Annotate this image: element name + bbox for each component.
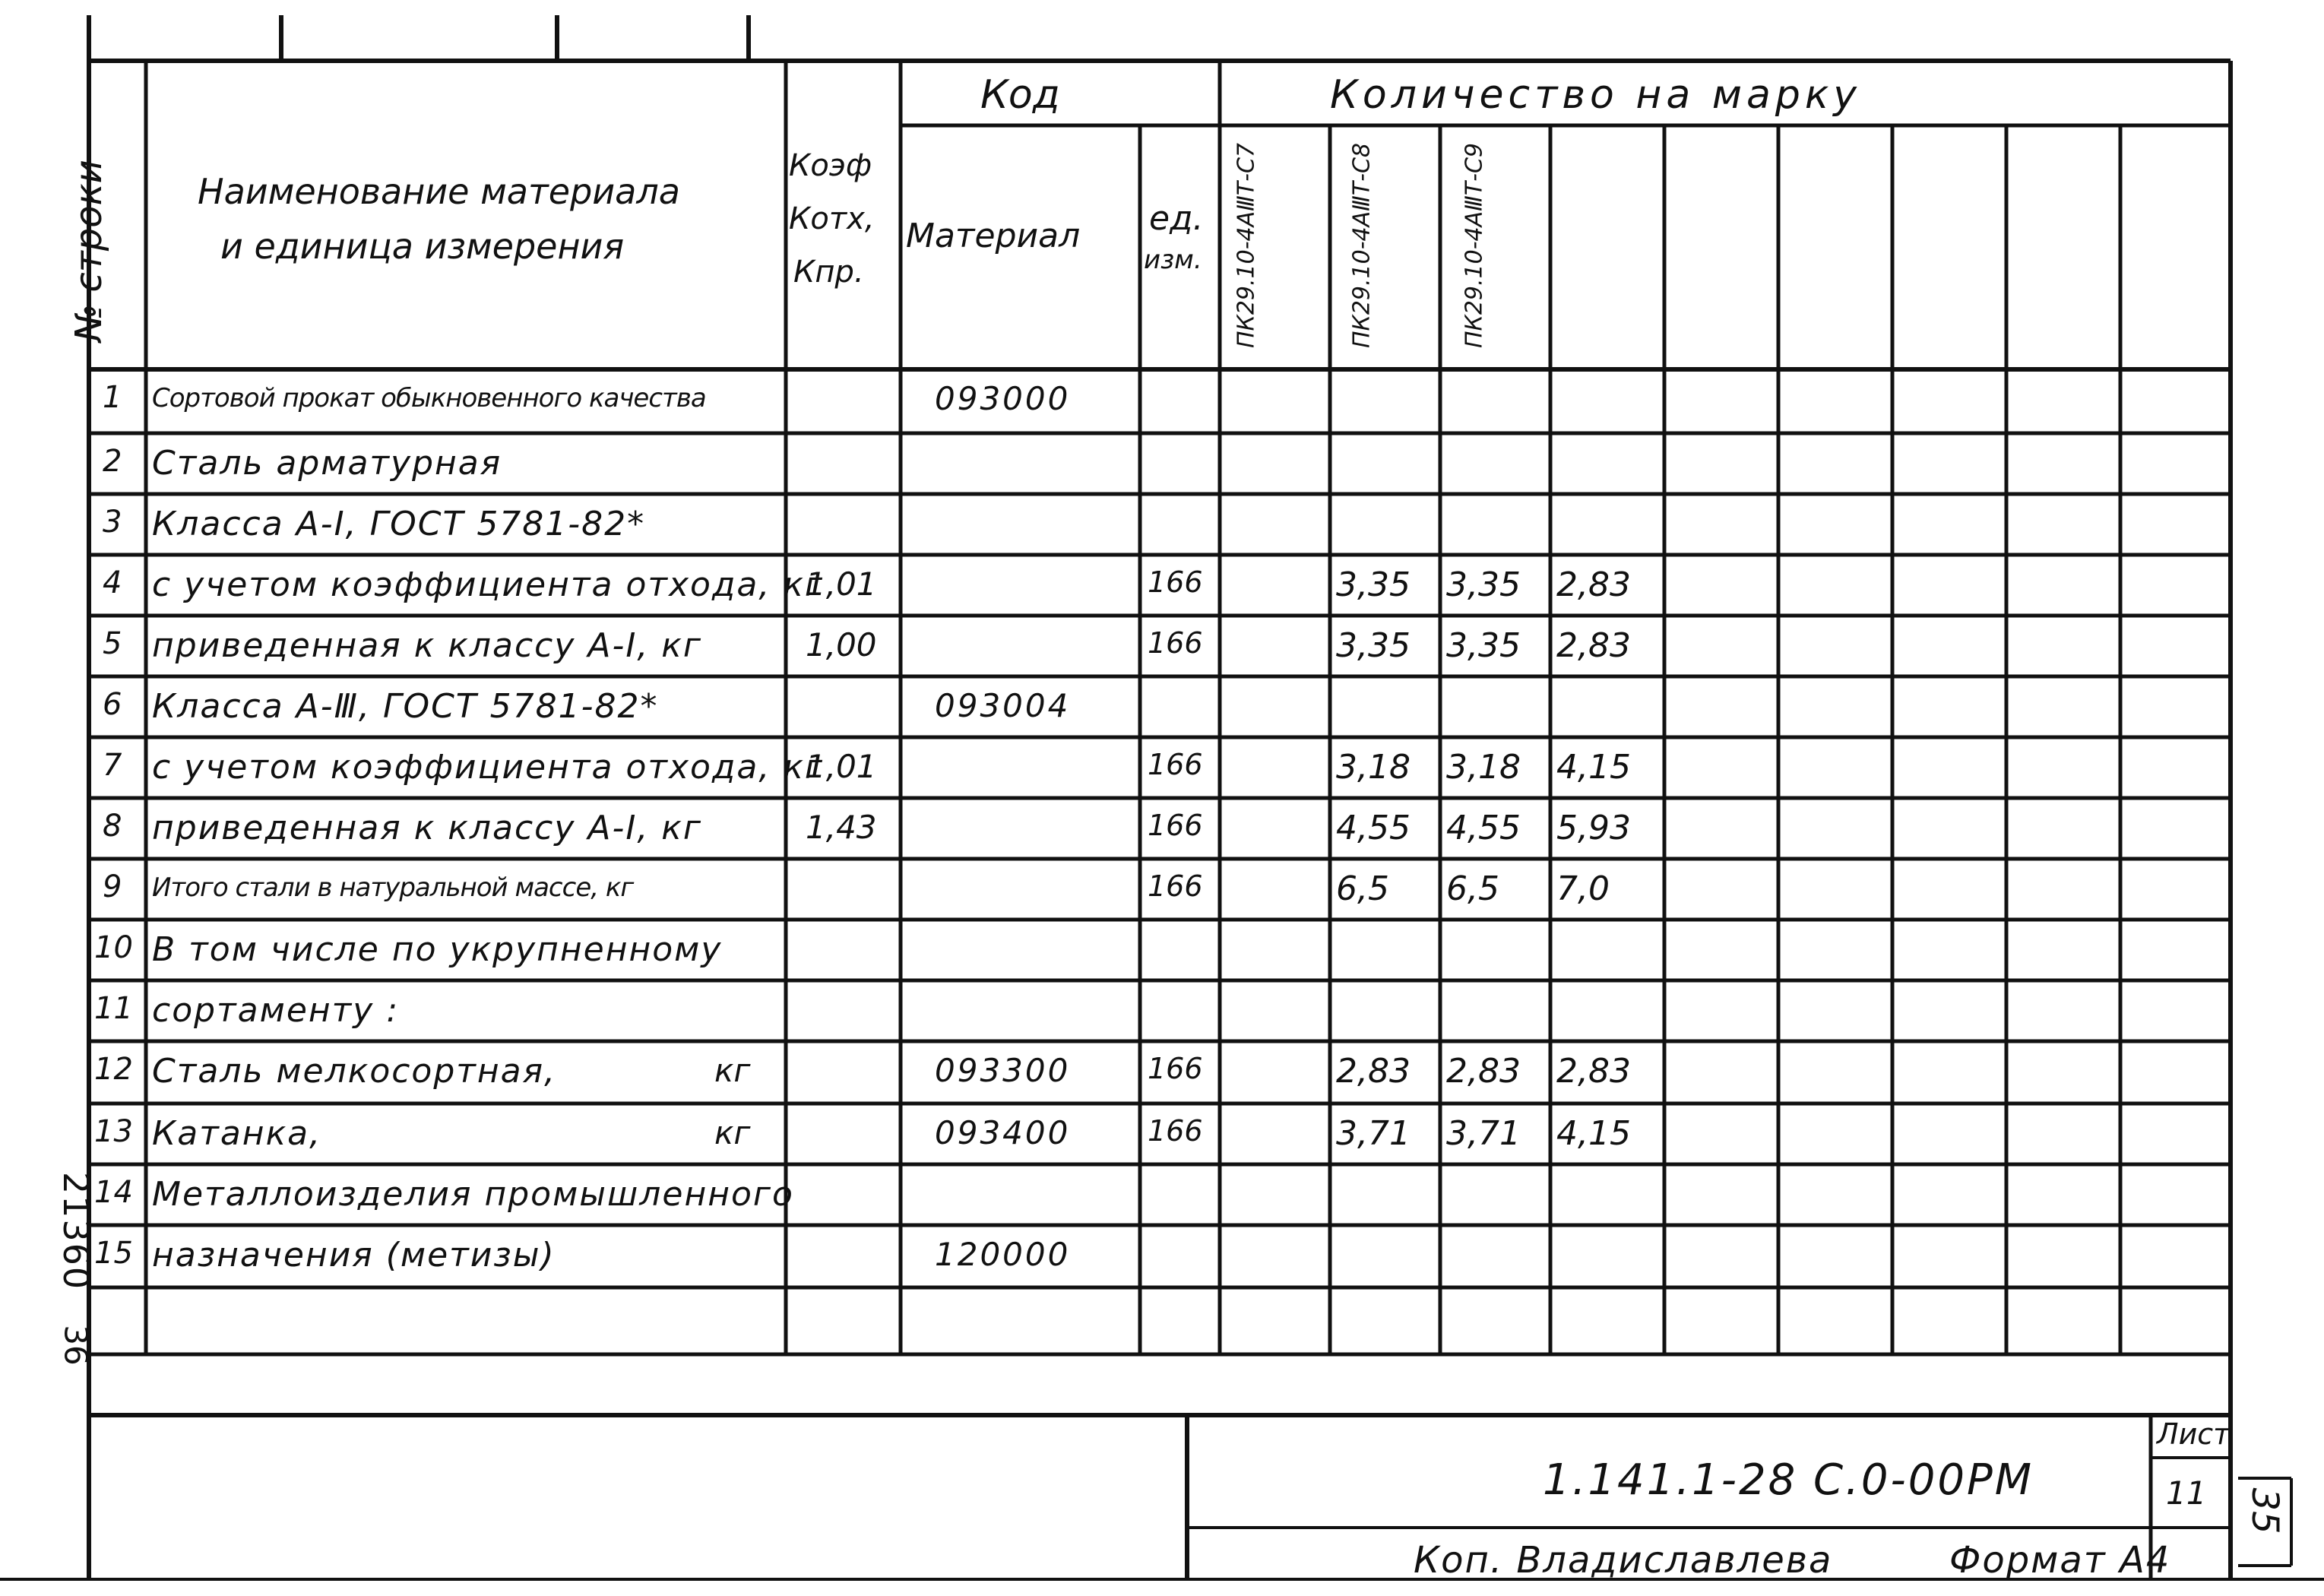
- row-number: 11: [94, 991, 133, 1026]
- header-unit-line2: изм.: [1144, 245, 1202, 275]
- material-code: 093400: [935, 1114, 1071, 1151]
- quantity-value: 3,71: [1336, 1114, 1411, 1153]
- unit-code: 166: [1148, 565, 1203, 599]
- quantity-value: 3,35: [1336, 626, 1411, 665]
- material-name: приведенная к классу А-I, кг: [152, 626, 702, 665]
- row-number: 12: [94, 1052, 133, 1087]
- quantity-value: 3,35: [1446, 565, 1521, 604]
- material-name: назначения (метизы): [152, 1236, 556, 1275]
- sheet-number: 11: [2166, 1474, 2207, 1512]
- unit-code: 166: [1148, 809, 1203, 842]
- quantity-value: 2,83: [1556, 626, 1631, 665]
- material-name: Металлоизделия промышленного: [152, 1175, 794, 1214]
- row-number: 3: [103, 505, 122, 540]
- header-name-line1: Наименование материала: [198, 171, 680, 212]
- mark-label-c8: ПК29.10-4АⅢТ-С8: [1348, 142, 1376, 349]
- coefficient-value: 1,00: [806, 626, 877, 663]
- quantity-value: 2,83: [1556, 1052, 1631, 1091]
- material-code: 093000: [935, 380, 1071, 417]
- unit-word: кг: [714, 1114, 751, 1151]
- unit-code: 166: [1148, 626, 1203, 660]
- row-number: 9: [103, 869, 122, 904]
- copied-by: Коп. Владиславлева: [1414, 1539, 1833, 1582]
- material-name: Итого стали в натуральной массе, кг: [152, 872, 634, 903]
- quantity-value: 3,71: [1446, 1114, 1521, 1153]
- row-number: 13: [94, 1114, 133, 1149]
- quantity-value: 6,5: [1446, 869, 1499, 908]
- quantity-value: 2,83: [1336, 1052, 1411, 1091]
- coefficient-value: 1,01: [806, 748, 877, 785]
- sheet-label: Лист: [2157, 1417, 2231, 1451]
- row-number: 14: [94, 1175, 133, 1210]
- row-number: 10: [94, 930, 133, 965]
- quantity-value: 4,15: [1556, 748, 1631, 787]
- quantity-value: 4,15: [1556, 1114, 1631, 1153]
- row-number: 5: [103, 626, 122, 661]
- quantity-value: 6,5: [1336, 869, 1389, 908]
- material-name: Катанка,: [152, 1114, 322, 1153]
- unit-code: 166: [1148, 1114, 1203, 1148]
- mark-label-c9: ПК29.10-4АⅢТ-С9: [1461, 142, 1488, 349]
- header-coef-line3: Кпр.: [793, 255, 864, 290]
- header-code-group: Код: [980, 72, 1060, 118]
- material-name: Класса А-Ⅲ, ГОСТ 5781-82*: [152, 687, 659, 726]
- quantity-value: 4,55: [1336, 809, 1411, 847]
- unit-code: 166: [1148, 1052, 1203, 1085]
- row-number: 4: [103, 565, 122, 600]
- header-row-number: № строки: [68, 160, 110, 342]
- quantity-value: 3,35: [1336, 565, 1411, 604]
- row-number: 2: [103, 444, 122, 479]
- unit-code: 166: [1148, 748, 1203, 781]
- row-number: 6: [103, 687, 122, 722]
- quantity-value: 3,18: [1336, 748, 1411, 787]
- archive-page: 36: [57, 1325, 95, 1366]
- material-code: 120000: [935, 1236, 1071, 1273]
- material-name: В том числе по укрупненному: [152, 930, 723, 969]
- header-coef-line2: Котх,: [789, 201, 875, 236]
- quantity-value: 3,35: [1446, 626, 1521, 665]
- document-code: 1.141.1-28 С.0-00РМ: [1543, 1455, 2034, 1505]
- material-code: 093004: [935, 687, 1071, 724]
- row-number: 15: [94, 1236, 133, 1271]
- material-name: с учетом коэффициента отхода, кг: [152, 748, 825, 787]
- quantity-value: 2,83: [1556, 565, 1631, 604]
- material-code: 093300: [935, 1052, 1071, 1089]
- unit-code: 166: [1148, 869, 1203, 903]
- quantity-value: 7,0: [1556, 869, 1610, 908]
- header-material: Материал: [906, 217, 1081, 255]
- header-unit-line1: ед.: [1149, 199, 1204, 238]
- mark-label-c7: ПК29.10-4АⅢТ-С7: [1233, 142, 1260, 349]
- coefficient-value: 1,43: [806, 809, 877, 846]
- material-name: Сталь мелкосортная,: [152, 1052, 557, 1091]
- material-name: Класса А-I, ГОСТ 5781-82*: [152, 505, 646, 543]
- archive-number: 21360: [55, 1171, 97, 1291]
- quantity-value: 2,83: [1446, 1052, 1521, 1091]
- row-number: 8: [103, 809, 122, 844]
- row-number: 7: [103, 748, 122, 783]
- header-quantity-group: Количество на марку: [1330, 72, 1862, 118]
- page-number: 35: [2243, 1487, 2286, 1534]
- material-name: сортаменту :: [152, 991, 400, 1030]
- header-name-line2: и единица измерения: [220, 226, 625, 267]
- quantity-value: 5,93: [1556, 809, 1631, 847]
- quantity-value: 3,18: [1446, 748, 1521, 787]
- material-name: с учетом коэффициента отхода, кг: [152, 565, 825, 604]
- header-coef-line1: Коэф: [789, 148, 872, 183]
- unit-word: кг: [714, 1052, 751, 1089]
- row-number: 1: [103, 380, 122, 415]
- quantity-value: 4,55: [1446, 809, 1521, 847]
- material-name: Сортовой прокат обыкновенного качества: [152, 383, 706, 413]
- sheet-format: Формат А4: [1949, 1539, 2171, 1582]
- coefficient-value: 1,01: [806, 565, 877, 603]
- material-name: приведенная к классу А-I, кг: [152, 809, 702, 847]
- material-name: Сталь арматурная: [152, 444, 502, 483]
